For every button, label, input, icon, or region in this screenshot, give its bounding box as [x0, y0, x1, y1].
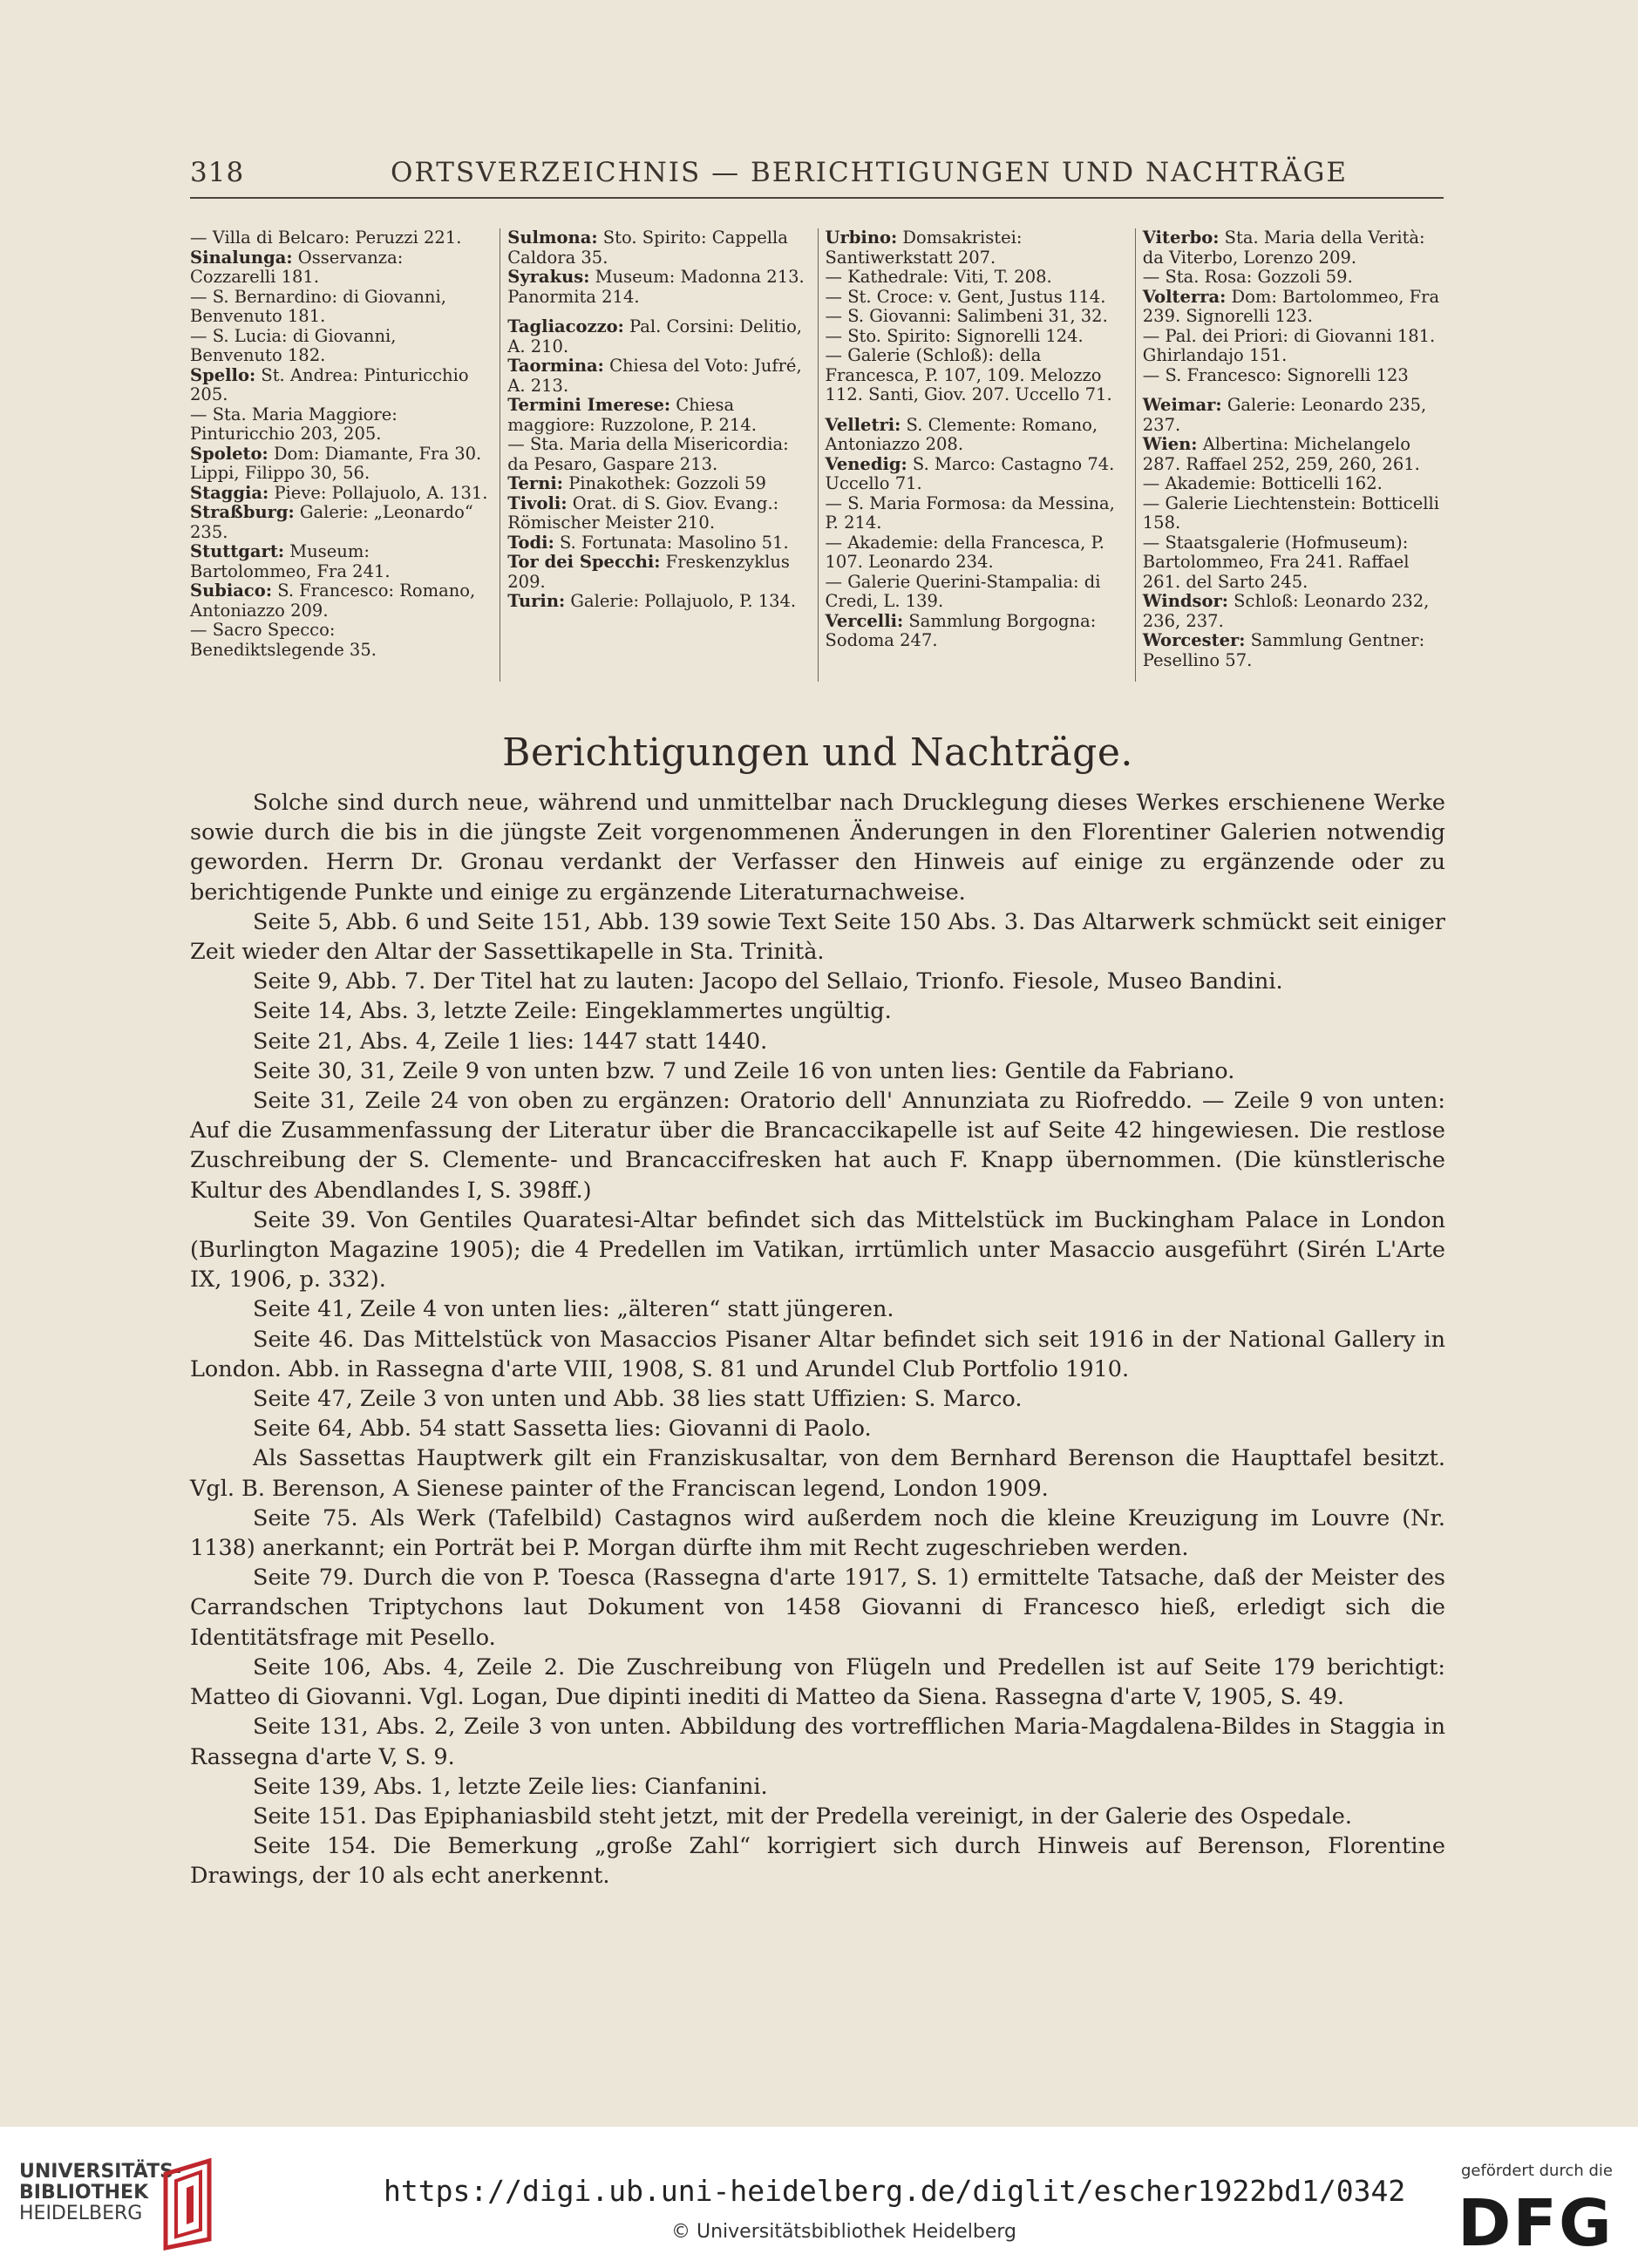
- index-entry: [190, 542, 493, 581]
- correction-paragraph: Seite 64, Abb. 54 statt Sassetta lies: Giovanni di Paolo.: [253, 1416, 872, 1443]
- index-entry: [1143, 327, 1445, 366]
- index-entry: [1143, 396, 1445, 435]
- index-entry: [190, 366, 493, 405]
- correction-paragraph: Seite 154. Die Bemerkung „große Zahl“ korrigiert sich durch Hinweis auf Berenson, Florentine Drawings, der 10 als echt anerkennt.: [190, 1833, 1445, 1890]
- correction-paragraph: Seite 47, Zeile 3 von unten und Abb. 38 lies statt Uffizien: S. Marco.: [253, 1386, 1023, 1413]
- index-place-name: Venedig:: [825, 453, 907, 474]
- correction-paragraph: Seite 75. Als Werk (Tafelbild) Castagnos wird außerdem noch die kleine Kreuzigung im Louvre (Nr. 1138) anerkannt; ein Porträt bei P. Morgan dürfte ihm mit Recht zugeschrieben werden.: [190, 1504, 1445, 1562]
- index-place-name: Tagliacozzo:: [507, 316, 624, 336]
- index-place-name: Sinalunga:: [190, 247, 293, 268]
- index-place-name: Wien:: [1142, 434, 1198, 454]
- index-entry-text: Sto. Spirito: Cappella Caldora 35.: [507, 227, 788, 268]
- index-entry: [1143, 268, 1445, 288]
- index-entry: [826, 228, 1128, 268]
- index-entry: [826, 307, 1128, 327]
- index-entry: [1143, 533, 1445, 593]
- index-place-name: Urbino:: [825, 227, 898, 248]
- index-entry-text: — S. Francesco: Signorelli 123: [1142, 364, 1409, 385]
- index-entry-text: St. Andrea: Pinturicchio 205.: [190, 364, 469, 404]
- correction-paragraph: Seite 30, 31, Zeile 9 von unten bzw. 7 und Zeile 16 von unten lies: Gentile da Fabriano.: [253, 1057, 1235, 1084]
- index-column: [1136, 228, 1445, 682]
- index-entry-text: — Galerie (Schloß): della Francesca, P. 107, 109. Melozzo 112. Santi, Giov. 207. Uccello 71.: [825, 345, 1112, 404]
- index-entry: [826, 494, 1128, 533]
- index-place-name: Terni:: [507, 473, 563, 493]
- index-entry-text: Osservanza: Cozzarelli 181.: [190, 247, 404, 287]
- index-entry: [190, 445, 493, 484]
- corrections-body: [190, 788, 1445, 1891]
- index-entry-text: Chiesa del Voto: Jufré, A. 213.: [507, 356, 802, 396]
- index-column: [190, 228, 500, 682]
- index-entry: [507, 317, 810, 356]
- index-place-name: Volterra:: [1142, 286, 1227, 307]
- index-entry-text: Chiesa maggiore: Ruzzolone, P. 214.: [507, 395, 757, 435]
- correction-paragraph: Seite 9, Abb. 7. Der Titel hat zu lauten: Jacopo del Sellaio, Trionfo. Fiesole, Museo Bandini.: [253, 968, 1283, 995]
- index-entry: [507, 396, 810, 435]
- index-entry-text: — S. Lucia: di Giovanni, Benvenuto 182.: [190, 325, 397, 365]
- correction-paragraph: Seite 139, Abs. 1, letzte Zeile lies: Cianfanini.: [253, 1773, 768, 1800]
- correction-paragraph: Seite 46. Das Mittelstück von Masaccios Pisaner Altar befindet sich seit 1916 in der National Gallery in London. Abb. in Rassegna d'arte VIII, 1908, S. 81 und Arundel Club Portfolio 1910.: [190, 1326, 1445, 1382]
- index-entry: [190, 581, 493, 621]
- index-place-name: Tivoli:: [507, 492, 568, 513]
- index-entry-text: Orat. di S. Giov. Evang.: Römischer Meister 210.: [507, 492, 779, 533]
- section-title: Berichtigungen und Nachträge.: [502, 730, 1133, 775]
- index-entry-text: — Galerie Liechtenstein: Botticelli 158.: [1142, 492, 1439, 533]
- index-place-name: Windsor:: [1142, 591, 1228, 611]
- index-place-name: Tor dei Specchi:: [507, 552, 661, 572]
- index-entry-text: Pal. Corsini: Delitio, A. 210.: [507, 316, 803, 356]
- funder-label: gefördert durch die: [1461, 2162, 1613, 2180]
- index-place-name: Velletri:: [825, 414, 901, 435]
- index-entry: [826, 268, 1128, 288]
- page-number: 318: [190, 157, 245, 188]
- index-place-name: Sulmona:: [507, 227, 598, 248]
- index-entry: [507, 435, 810, 474]
- copyright-notice: © Universitätsbibliothek Heidelberg: [671, 2221, 1017, 2243]
- index-entry: [190, 327, 493, 366]
- index-entry: [826, 416, 1128, 455]
- index-entry: [507, 553, 810, 592]
- index-entry-text: — Galerie Querini-Stampalia: di Credi, L. 139.: [825, 571, 1101, 611]
- index-entry: [1143, 288, 1445, 327]
- index-place-name: Straßburg:: [190, 502, 295, 522]
- index-entry-text: S. Clemente: Romano, Antoniazzo 208.: [825, 414, 1098, 454]
- index-entry-text: Dom: Diamante, Fra 30. Lippi, Filippo 30, 56.: [190, 443, 482, 483]
- place-index: [190, 228, 1445, 682]
- index-entry: [826, 346, 1128, 405]
- index-entry: [507, 592, 810, 612]
- correction-paragraph: Als Sassettas Hauptwerk gilt ein Franziskusaltar, von dem Bernhard Berenson die Haupttafel besitzt. Vgl. B. Berenson, A Sienese painter of the Franciscan legend, London 1909.: [190, 1445, 1445, 1502]
- index-entry-text: Museum: Madonna 213. Panormita 214.: [507, 267, 805, 307]
- index-entry-text: — Sta. Rosa: Gozzoli 59.: [1142, 267, 1353, 287]
- index-column: [819, 228, 1136, 682]
- index-entry: [190, 288, 493, 327]
- index-place-name: Worcester:: [1142, 630, 1246, 650]
- index-place-name: Subiaco:: [190, 581, 273, 601]
- index-entry-text: Sammlung Gentner: Pesellino 57.: [1142, 630, 1425, 670]
- index-entry: [1143, 592, 1445, 631]
- index-entry: [507, 494, 810, 533]
- index-place-name: Termini Imerese:: [507, 395, 671, 415]
- index-place-name: Spello:: [190, 364, 256, 385]
- index-entry-text: — Akademie: Botticelli 162.: [1142, 473, 1383, 493]
- index-entry: [1143, 474, 1445, 494]
- index-entry-text: Sammlung Borgogna: Sodoma 247.: [825, 610, 1097, 650]
- index-place-name: Stuttgart:: [190, 541, 285, 561]
- index-entry-text: — Akademie: della Francesca, P. 107. Leonardo 234.: [825, 532, 1104, 572]
- index-place-name: Spoleto:: [190, 443, 268, 464]
- index-place-name: Turin:: [507, 591, 566, 611]
- permalink-url[interactable]: https://digi.ub.uni-heidelberg.de/diglit/escher1922bd1/0342: [384, 2174, 1406, 2208]
- index-entry: [507, 474, 810, 494]
- correction-paragraph: Seite 79. Durch die von P. Toesca (Rassegna d'arte 1917, S. 1) ermittelte Tatsache, daß der Meister des Carrandschen Triptychons laut Dokument von 1458 Giovanni di Francesco hieß, erledigt sich die Identitätsfrage mit Pesello.: [190, 1565, 1445, 1651]
- index-entry-text: Freskenzyklus 209.: [507, 552, 790, 592]
- index-entry-text: — S. Giovanni: Salimbeni 31, 32.: [825, 306, 1108, 326]
- index-entry-text: Galerie: „Leonardo“ 235.: [190, 502, 473, 542]
- index-entry-text: Sta. Maria della Verità: da Viterbo, Lorenzo 209.: [1142, 227, 1425, 268]
- index-entry-text: Dom: Bartolommeo, Fra 239. Signorelli 123.: [1142, 286, 1440, 326]
- index-entry: [507, 356, 810, 396]
- index-entry-text: — S. Maria Formosa: da Messina, P. 214.: [825, 492, 1115, 533]
- library-name-line3: HEIDELBERG: [19, 2203, 143, 2224]
- index-entry-text: S. Fortunata: Masolino 51.: [554, 532, 789, 553]
- index-place-name: Staggia:: [190, 482, 269, 503]
- index-place-name: Syrakus:: [507, 267, 590, 287]
- correction-paragraph: Seite 14, Abs. 3, letzte Zeile: Eingeklammertes ungültig.: [253, 998, 892, 1025]
- index-entry: [190, 621, 493, 660]
- correction-paragraph: Seite 39. Von Gentiles Quaratesi-Altar befindet sich das Mittelstück im Buckingham Palace in London (Burlington Magazine 1905); die 4 Predellen im Vatikan, irrtümlich unter Masaccio ausgeführt (Sirén L'Arte IX, 1906, p. 332).: [190, 1206, 1445, 1294]
- correction-paragraph: Seite 5, Abb. 6 und Seite 151, Abb. 139 sowie Text Seite 150 Abs. 3. Das Altarwerk schmückt seit einiger Zeit wieder den Altar der Sassettikapelle in Sta. Trinità.: [190, 908, 1445, 966]
- correction-paragraph: Seite 131, Abs. 2, Zeile 3 von unten. Abbildung des vortrefflichen Maria-Magdalena-Bildes in Staggia in Rassegna d'arte V, S. 9.: [190, 1714, 1445, 1770]
- index-entry: [190, 503, 493, 542]
- index-entry: [826, 327, 1128, 347]
- correction-paragraph: Solche sind durch neue, während und unmittelbar nach Drucklegung dieses Werkes erschienene Werke sowie durch die bis in die jüngste Zeit vorgenommenen Änderungen in den Florentiner Galerien notwendig geworden. Herrn Dr. Gronau verdankt der Verfasser den Hinweis auf einige zu ergänzende oder zu berichtigende Punkte und einige zu ergänzende Literaturnachweise.: [190, 790, 1445, 906]
- index-entry: [190, 405, 493, 445]
- index-entry-text: Albertina: Michelangelo 287. Raffael 252, 259, 260, 261.: [1142, 434, 1420, 474]
- index-entry-text: — Staatsgalerie (Hofmuseum): Bartolommeo, Fra 241. Raffael 261. del Sarto 245.: [1142, 532, 1410, 592]
- index-entry-text: Pieve: Pollajuolo, A. 131.: [268, 482, 488, 503]
- index-entry-text: — St. Croce: v. Gent, Justus 114.: [825, 286, 1106, 307]
- viewer-footer: [0, 2127, 1638, 2268]
- index-entry-text: Galerie: Leonardo 235, 237.: [1142, 395, 1427, 435]
- running-header: [190, 157, 1444, 199]
- index-entry: [1143, 366, 1445, 386]
- correction-paragraph: Seite 41, Zeile 4 von unten lies: „älteren“ statt jüngeren.: [253, 1296, 894, 1323]
- index-column: [500, 228, 818, 682]
- index-place-name: Viterbo:: [1142, 227, 1220, 248]
- correction-paragraph: Seite 31, Zeile 24 von oben zu ergänzen: Oratorio dell' Annunziata zu Riofreddo. — Zeile 9 von unten: Auf die Zusammenfassung der Literatur über die Brancaccikapelle ist auf Seite 42 hingewiesen. Die restlose Zuschreibung der S. Clemente- und Brancaccifresken hat auch F. Knapp übernommen. (Die künstlerische Kultur des Abendlandes I, S. 398ff.): [190, 1088, 1445, 1204]
- index-entry: [826, 573, 1128, 612]
- index-entry-text: Domsakristei: Santiwerkstatt 207.: [825, 227, 1023, 268]
- dfg-logo[interactable]: DFG: [1458, 2186, 1614, 2261]
- index-entry-text: — Sto. Spirito: Signorelli 124.: [825, 325, 1084, 346]
- library-name-line1: UNIVERSITÄTS-: [19, 2161, 182, 2183]
- index-entry-text: — Sacro Specco: Benediktslegende 35.: [190, 620, 377, 660]
- index-entry: [507, 533, 810, 553]
- index-entry: [507, 268, 810, 307]
- index-entry-text: Pinakothek: Gozzoli 59: [563, 473, 766, 493]
- index-entry-text: — Kathedrale: Viti, T. 208.: [825, 267, 1052, 287]
- index-place-name: Todi:: [507, 532, 554, 553]
- index-entry: [1143, 435, 1445, 474]
- index-entry-text: Museum: Bartolommeo, Fra 241.: [190, 541, 391, 581]
- index-entry-text: — Sta. Maria Maggiore: Pinturicchio 203, 205.: [190, 404, 398, 444]
- index-entry: [1143, 228, 1445, 268]
- index-entry: [826, 455, 1128, 494]
- index-entry: [826, 288, 1128, 308]
- library-name-line2: BIBLIOTHEK: [19, 2182, 149, 2203]
- running-title: ORTSVERZEICHNIS — BERICHTIGUNGEN UND NACHTRÄGE: [391, 157, 1349, 188]
- library-emblem-icon: [157, 2156, 227, 2252]
- index-entry: [190, 484, 493, 504]
- index-entry: [190, 228, 493, 248]
- index-entry-text: Schloß: Leonardo 232, 236, 237.: [1142, 591, 1430, 631]
- index-entry-text: — Sta. Maria della Misericordia: da Pesaro, Gaspare 213.: [507, 434, 789, 474]
- correction-paragraph: Seite 106, Abs. 4, Zeile 2. Die Zuschreibung von Flügeln und Predellen ist auf Seite 179 berichtigt: Matteo di Giovanni. Vgl. Logan, Due dipinti inediti di Matteo da Siena. Rassegna d'arte V, 1905, S. 49.: [190, 1653, 1445, 1711]
- index-entry-text: Galerie: Pollajuolo, P. 134.: [565, 591, 797, 611]
- correction-paragraph: Seite 151. Das Epiphaniasbild steht jetzt, mit der Predella vereinigt, in der Galerie des Ospedale.: [253, 1803, 1353, 1830]
- index-entry: [190, 248, 493, 288]
- index-entry-text: S. Marco: Castagno 74. Uccello 71.: [825, 453, 1115, 493]
- index-entry: [507, 228, 810, 268]
- index-entry: [1143, 631, 1445, 670]
- index-entry-text: — Pal. dei Priori: di Giovanni 181. Ghirlandajo 151.: [1142, 325, 1436, 365]
- index-place-name: Taormina:: [507, 356, 604, 376]
- index-place-name: Weimar:: [1142, 395, 1222, 415]
- index-entry-text: — Villa di Belcaro: Peruzzi 221.: [190, 227, 462, 248]
- index-place-name: Vercelli:: [825, 610, 904, 631]
- index-entry-text: S. Francesco: Romano, Antoniazzo 209.: [190, 581, 476, 621]
- index-entry: [826, 533, 1128, 573]
- index-entry: [1143, 494, 1445, 533]
- index-entry: [826, 612, 1128, 651]
- correction-paragraph: Seite 21, Abs. 4, Zeile 1 lies: 1447 statt 1440.: [253, 1028, 768, 1055]
- index-entry-text: — S. Bernardino: di Giovanni, Benvenuto 181.: [190, 286, 446, 326]
